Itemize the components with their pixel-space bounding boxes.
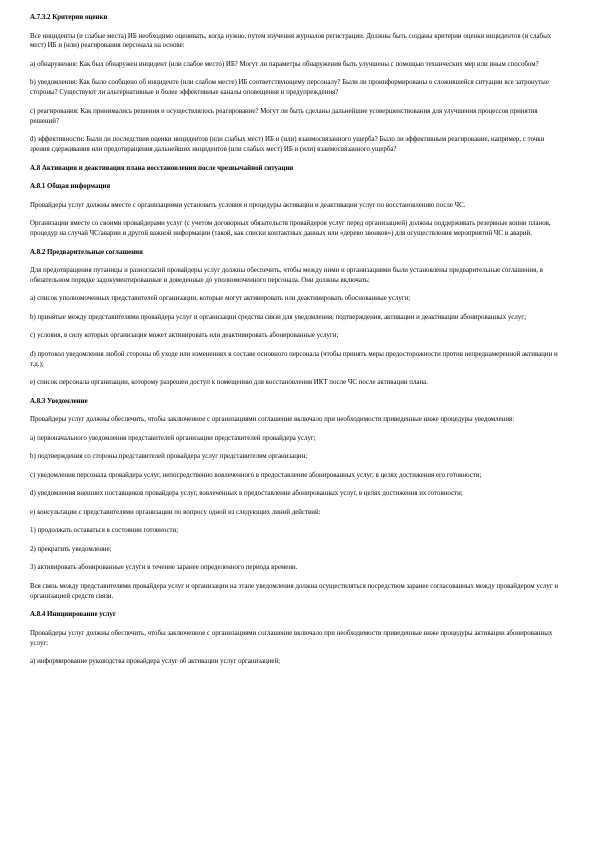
paragraph: Все инциденты (и слабые места) ИБ необходимо оценивать, когда нужно, путем изучения журналов регистрации. Должны быть созданы критерии оценки инцидентов (и слабых мест) ИБ и (или) реагирования персонала на основе:: [30, 32, 552, 50]
document-body: [30, 13, 565, 667]
paragraph: а) обнаружения: Как был обнаружен инцидент (или слабое место) ИБ? Могут ли параметры обнаружения быть улучшены с помощью технических мер или иным способом?: [30, 60, 539, 68]
paragraph: Провайдеры услуг должны обеспечить, чтобы заключенное с организациями соглашение включало при необходимости приведенные ниже процедуры активации абонированных услуг:: [30, 629, 553, 647]
section-heading: А.8.1 Общая информация: [30, 183, 111, 191]
section-heading: А.7.3.2 Критерии оценки: [30, 14, 108, 21]
section-heading: А.8.2 Предварительные соглашения: [30, 248, 143, 256]
paragraph: Организации вместе со своими провайдерами услуг (с учетом договорных обязательств провайдеров услуг перед организацией) должны поддерживать резервные копии планов, процедур на случай ЧС/аварии и другой важной информации (такой, как списки контактных данных или «дерево звонков») для осуществления мероприятий ЧС и аварий.: [30, 220, 551, 238]
section-heading: А.8.4 Инициирование услуг: [30, 611, 116, 619]
paragraph: c) уведомления персонала провайдера услуг, непосредственно вовлеченного в предоставление абонированных услуг, в целях достижения его готовности;: [30, 471, 482, 479]
paragraph: а) список уполномоченных представителей организации, которые могут активировать или деактивировать обоснованные услуги;: [30, 295, 411, 303]
paragraph: а) информирование руководства провайдера услуг об активации услуг организацией;: [30, 658, 281, 666]
paragraph: e) список персонала организации, которому разрешен доступ к помещению для восстановления ИКТ после ЧС после активации плана.: [30, 379, 428, 387]
paragraph: c) реагирования: Как принимались решения и осуществлялось реагирование? Могут ли быть сделаны дальнейшие усовершенствования для улучшения процессов принятия решений?: [30, 107, 538, 125]
section-heading: А.8.3 Уведомление: [30, 397, 88, 405]
paragraph: 3) активировать абонированные услуги в течение заранее определенного периода времени.: [30, 564, 298, 572]
paragraph: e) консультации с представителями организации по вопросу одной из следующих линий действий:: [30, 508, 321, 516]
paragraph: b) принятые между представителями провайдера услуг и организации средства связи для уведомления, подтверждения, активации и деактивации абонированных услуг;: [30, 313, 526, 321]
paragraph: d) протокол уведомления любой стороны об уходе или изменениях в составе основного персонала (чтобы принять меры предосторожности против непреднамеренной активации и т.д.);: [30, 350, 558, 368]
paragraph: c) условия, в силу которых организация может активировать или деактивировать абонированные услуги;: [30, 332, 339, 340]
paragraph: d) эффективности: Были ли последствия оценки инцидентов (или слабых мест) ИБ и (или) взаимосвязанного ущерба? Было ли эффективным реагирование, например, с точки зрения сдерживания или предотвращения дальнейших инцидентов (или слабых мест) ИБ и (или) взаимосвязанного ущерба?: [30, 136, 545, 154]
section-heading: А.8 Активация и деактивация плана восстановления после чрезвычайной ситуации: [30, 164, 294, 172]
paragraph: d) уведомления внешних поставщиков провайдера услуг, вовлеченных в предоставление абонированных услуг, в целях достижения их готовности;: [30, 490, 463, 498]
paragraph: 2) прекратить уведомление;: [30, 545, 112, 553]
paragraph: 1) продолжать оставаться в состоянии готовности;: [30, 527, 179, 535]
paragraph: Вся связь между представителями провайдера услуг и организации на этапе уведомления должна осуществляться посредством заранее согласованных между провайдером услуг и организацией средств связи.: [30, 582, 559, 600]
paragraph: Провайдеры услуг должны обеспечить, чтобы заключенное с организациями соглашение включало при необходимости приведенные ниже процедуры уведомления:: [30, 416, 515, 424]
paragraph: а) первоначального уведомления представителей организации представителей провайдера услуг;: [30, 434, 316, 442]
paragraph: Для предотвращения путаницы и разногласий провайдеры услуг должны обеспечить, чтобы между ними и организациями были установлены предварительные соглашения, в обязательном порядке задокументированные и доведенные до уполномоченного персонала. Они должны включать:: [30, 267, 543, 284]
paragraph: b) подтверждения со стороны представителей провайдера услуг представителям организации;: [30, 453, 308, 461]
paragraph: Провайдеры услуг должны вместе с организациями установить условия и процедуры активации и деактивации услуг по восстановлению после ЧС.: [30, 201, 466, 209]
paragraph: b) уведомления: Как было сообщено об инциденте (или слабом месте) ИБ соответствующему персоналу? Были ли проинформированы о сложившейся ситуации все затронутые стороны? Существуют ли альтернативные и более эффективные каналы оповещения и предупреждения?: [30, 79, 549, 97]
